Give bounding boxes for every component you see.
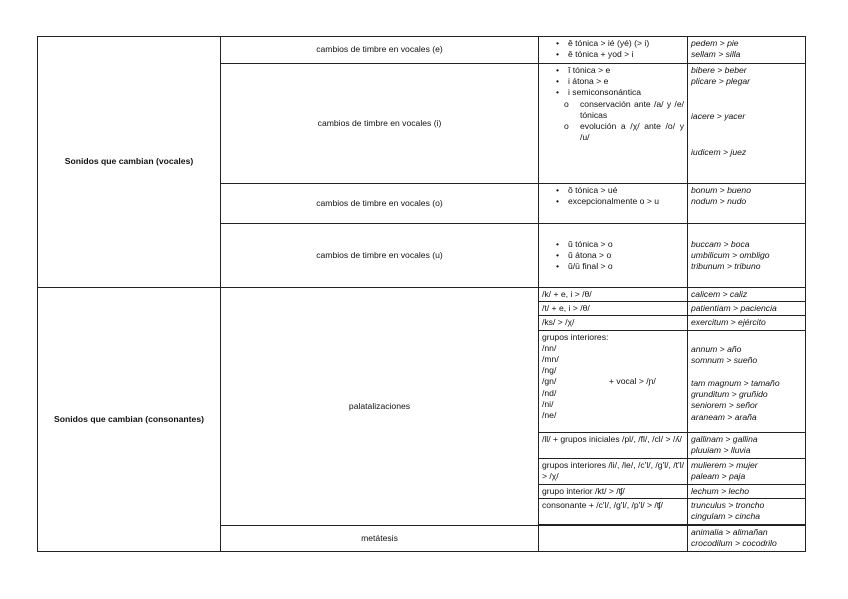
example: paleam > paja bbox=[691, 470, 746, 481]
row-label-o: cambios de timbre en vocales (o) bbox=[221, 184, 539, 224]
rules-o bbox=[539, 184, 688, 224]
rule: grupo interior /kt/ > /ʧ/ bbox=[539, 484, 688, 498]
grupos-heading: grupos interiores: bbox=[542, 331, 609, 342]
rule-item: • i semiconsonántica bbox=[568, 87, 684, 98]
example: bonum > bueno bbox=[691, 185, 751, 195]
examples-i bbox=[688, 64, 806, 184]
row-label-metatesis: metátesis bbox=[221, 525, 539, 551]
examples-u bbox=[688, 224, 806, 288]
examples bbox=[688, 458, 806, 484]
rules-i bbox=[539, 64, 688, 184]
grupo-item: /nd/ bbox=[542, 387, 557, 398]
grupo-item: /nn/ bbox=[542, 342, 557, 353]
example: crocodilum > cocodrilo bbox=[691, 538, 777, 549]
rules-u bbox=[539, 224, 688, 288]
grupo-item: /mn/ bbox=[542, 354, 559, 365]
rule: consonante + /c'l/, /g'l/, /p'l/ > /ʧ/ bbox=[539, 498, 688, 524]
example: pluuiam > lluvia bbox=[691, 444, 751, 455]
sub-rule-item: o conservación ante /a/ y /e/ tónicas bbox=[580, 99, 684, 121]
sub-rule-item: o evolución a /χ/ ante /o/ y /u/ bbox=[580, 121, 684, 143]
example: cingulam > cincha bbox=[691, 511, 761, 522]
row-label-e: cambios de timbre en vocales (e) bbox=[221, 37, 539, 64]
grupo-item: /gn/ bbox=[542, 376, 557, 387]
category-consonantes: Sonidos que cambian (consonantes) bbox=[38, 288, 221, 552]
phonetics-table bbox=[37, 36, 806, 552]
grupos-interiores bbox=[539, 330, 688, 432]
example: nodum > nudo bbox=[691, 196, 747, 207]
category-vocales: Sonidos que cambian (vocales) bbox=[38, 37, 221, 288]
rule-item: • ĭ tónica > e bbox=[568, 65, 684, 76]
example: exercitum > ejército bbox=[688, 316, 806, 330]
example: annum > año bbox=[691, 343, 742, 354]
grupo-item: /ni/ bbox=[542, 398, 554, 409]
row-label-palatalizaciones: palatalizaciones bbox=[221, 288, 539, 526]
example: mulierem > mujer bbox=[691, 459, 758, 470]
example: pedem > pie bbox=[691, 38, 739, 48]
example: tam magnum > tamaño bbox=[691, 378, 780, 389]
example: trunculus > troncho bbox=[691, 499, 765, 510]
rule-item: • excepcionalmente o > u bbox=[568, 196, 684, 207]
examples-e bbox=[688, 37, 806, 64]
vocal-note: + vocal > /ɲ/ bbox=[609, 375, 656, 386]
example: somnum > sueño bbox=[691, 354, 758, 365]
example: tribunum > tribuno bbox=[691, 261, 761, 272]
rule: /t/ + e, i > /θ/ bbox=[539, 302, 688, 316]
rule-item: • ŭ tónica > o bbox=[568, 239, 684, 250]
example: grunditum > gruñido bbox=[691, 389, 768, 400]
example: animalia > alimañan bbox=[691, 526, 768, 537]
example: seniorem > señor bbox=[691, 400, 758, 411]
rule-item: • ŭ/ū final > o bbox=[568, 261, 684, 272]
example: sellam > silla bbox=[691, 49, 741, 60]
example: buccam > boca bbox=[691, 238, 750, 249]
rule: grupos interiores /li/, /le/, /c'l/, /g'l/, /t'l/ > /χ/ bbox=[539, 458, 688, 484]
examples-grupos bbox=[688, 330, 806, 432]
examples-o bbox=[688, 184, 806, 224]
rule-item: • ě tónica > ié (yé) (> i) bbox=[568, 38, 684, 49]
rule-item: • ě tónica + yod > i bbox=[568, 49, 684, 60]
examples bbox=[688, 498, 806, 524]
grupo-item: /ne/ bbox=[542, 410, 557, 421]
examples-metatesis bbox=[688, 525, 806, 551]
example: iudicem > juez bbox=[691, 146, 747, 157]
metatesis-rule-empty bbox=[539, 525, 688, 551]
example: bibere > beber bbox=[691, 65, 747, 75]
grupo-item: /ng/ bbox=[542, 365, 557, 376]
example: araneam > araña bbox=[691, 411, 757, 422]
example: lechum > lecho bbox=[688, 484, 806, 498]
rule: /ll/ + grupos iniciales /pl/, /fl/, /cl/ > /ʎ/ bbox=[539, 432, 688, 458]
rules-e bbox=[539, 37, 688, 64]
example: patientiam > paciencia bbox=[688, 302, 806, 316]
example: calicem > caliz bbox=[688, 288, 806, 302]
examples bbox=[688, 432, 806, 458]
rule-item: • i átona > e bbox=[568, 76, 684, 87]
row-label-i: cambios de timbre en vocales (i) bbox=[221, 64, 539, 184]
rule: /k/ + e, i > /θ/ bbox=[539, 288, 688, 302]
example: umbilicum > ombligo bbox=[691, 249, 770, 260]
rule-item: • ŭ átona > o bbox=[568, 250, 684, 261]
example: gallinam > gallina bbox=[691, 433, 758, 444]
row-label-u: cambios de timbre en vocales (u) bbox=[221, 224, 539, 288]
rule-item: • ŏ tónica > ué bbox=[568, 185, 684, 196]
example: iacere > yacer bbox=[691, 111, 746, 122]
rule: /ks/ > /χ/ bbox=[539, 316, 688, 330]
example: plicare > plegar bbox=[691, 76, 750, 87]
